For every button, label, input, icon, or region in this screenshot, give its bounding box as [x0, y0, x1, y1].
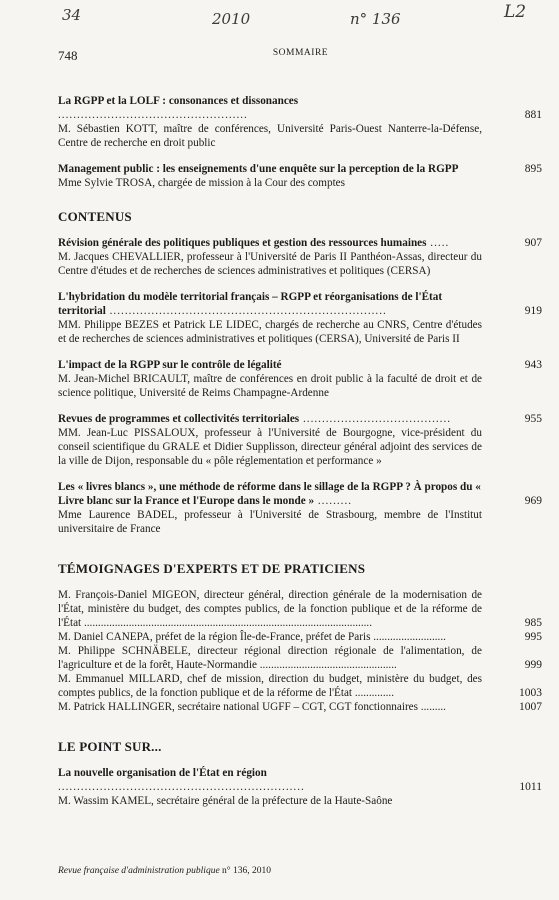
- toc-entry[interactable]: [58, 644, 542, 672]
- entry-page: 1003: [519, 687, 542, 699]
- toc-entry[interactable]: [58, 290, 542, 346]
- toc-entry[interactable]: [58, 672, 542, 700]
- entry-title: La nouvelle organisation de l'État en région .................................................................: [58, 767, 305, 793]
- entry-authors: M. Emmanuel MILLARD, chef de mission, direction du budget, ministère du budget, des comptes publics, de la fonction publique et de la réforme de l'État ..............: [58, 673, 482, 699]
- entry-authors: MM. Jean-Luc PISSALOUX, professeur à l'Université de Bourgogne, vice-président du conseil scientifique du GRALE et Didier Supplisson, directeur général adjoint des services de la ville de Dijon, responsable du « pôle réglementation et performance »: [58, 427, 482, 467]
- entry-title: Revues de programmes et collectivités territoriales .......................................: [58, 413, 452, 425]
- handwritten-note-year: 2010: [212, 10, 251, 28]
- entry-page: 1011: [519, 781, 542, 793]
- entry-authors: M. Patrick HALLINGER, secrétaire national UGFF – CGT, CGT fonctionnaires .........: [58, 701, 446, 713]
- section-heading-point-sur: LE POINT SUR...: [58, 739, 162, 754]
- page-number: 748: [58, 48, 78, 63]
- entry-page: 1007: [519, 701, 542, 713]
- toc-entry[interactable]: [58, 700, 542, 714]
- handwritten-note-corner: L2: [504, 2, 527, 22]
- handwritten-note-issue: n° 136: [350, 10, 401, 28]
- section-heading-contenus: CONTENUS: [58, 209, 132, 224]
- entry-title: Révision générale des politiques publiques et gestion des ressources humaines .....: [58, 237, 450, 249]
- handwritten-note-left: 34: [62, 6, 82, 24]
- entry-page: 985: [524, 617, 542, 629]
- entry-authors: Mme Sylvie TROSA, chargée de mission à la Cour des comptes: [58, 177, 346, 189]
- entry-authors: M. Sébastien KOTT, maître de conférences, Université Paris-Ouest Nanterre-la-Défense, Centre de recherche en droit public: [58, 123, 482, 149]
- entry-authors: M. Philippe SCHNÄBELE, directeur régional direction régionale de l'alimentation, de l'agriculture et de la forêt, Haute-Normandie .................................................: [58, 645, 482, 671]
- entry-authors: Mme Laurence BADEL, professeur à l'Université de Strasbourg, membre de l'Institut universitaire de France: [58, 509, 482, 535]
- entry-authors: M. Wassim KAMEL, secrétaire général de la préfecture de la Haute-Saône: [58, 795, 393, 807]
- toc-entry[interactable]: [58, 94, 542, 150]
- toc-entry[interactable]: [58, 358, 542, 400]
- toc-entry[interactable]: [58, 480, 542, 536]
- table-of-contents: [58, 94, 542, 820]
- toc-entry[interactable]: [58, 588, 542, 630]
- entry-authors: M. François-Daniel MIGEON, directeur général, direction générale de la modernisation de l'État, ministère du budget, des comptes publics, de la fonction publique et de la réforme de l'État .......................................................................................................: [58, 589, 482, 629]
- page-footer: [58, 866, 271, 876]
- entry-page: 995: [524, 631, 542, 643]
- toc-entry[interactable]: [58, 162, 542, 190]
- entry-title: Management public : les enseignements d'une enquête sur la perception de la RGPP: [58, 163, 459, 175]
- entry-authors: MM. Philippe BEZES et Patrick LE LIDEC, chargés de recherche au CNRS, Centre d'études et de recherches de sciences administratives et politiques (CERSA), Université de Paris II: [58, 319, 482, 345]
- issue-info: n° 136, 2010: [222, 866, 271, 876]
- running-head-label: SOMMAIRE: [272, 48, 329, 58]
- entry-page: 999: [524, 659, 542, 671]
- entry-title: Les « livres blancs », une méthode de réforme dans le sillage de la RGPP ? À propos du « Livre blanc sur la France et l'Europe dans le monde » .........: [58, 481, 481, 507]
- entry-page: 943: [524, 359, 542, 371]
- entry-title: L'impact de la RGPP sur le contrôle de légalité: [58, 359, 282, 371]
- running-head: [58, 48, 513, 63]
- entry-page: 895: [524, 163, 542, 175]
- entry-page: 907: [524, 237, 542, 249]
- entry-page: 881: [524, 109, 542, 121]
- entry-page: 955: [524, 413, 542, 425]
- journal-name: Revue française d'administration publique: [58, 866, 220, 876]
- entry-title: L'hybridation du modèle territorial français – RGPP et réorganisations de l'État territorial .........................................................................: [58, 291, 443, 317]
- section-heading-temoignages: TÉMOIGNAGES D'EXPERTS ET DE PRATICIENS: [58, 561, 366, 576]
- entry-page: 969: [524, 495, 542, 507]
- toc-entry[interactable]: [58, 766, 542, 808]
- entry-authors: M. Daniel CANEPA, préfet de la région Île-de-France, préfet de Paris ..........................: [58, 631, 446, 643]
- toc-entry[interactable]: [58, 412, 542, 468]
- toc-entry[interactable]: [58, 236, 542, 278]
- entry-title: La RGPP et la LOLF : consonances et dissonances ..................................................: [58, 95, 299, 121]
- entry-authors: M. Jacques CHEVALLIER, professeur à l'Université de Paris II Panthéon-Assas, directeur du Centre d'études et de recherches de sciences administratives et politiques (CERSA): [58, 251, 482, 277]
- toc-entry[interactable]: [58, 630, 542, 644]
- entry-authors: M. Jean-Michel BRICAULT, maître de conférences en droit public à la faculté de droit et de science politique, Université de Reims Champagne-Ardenne: [58, 373, 482, 399]
- entry-page: 919: [524, 305, 542, 317]
